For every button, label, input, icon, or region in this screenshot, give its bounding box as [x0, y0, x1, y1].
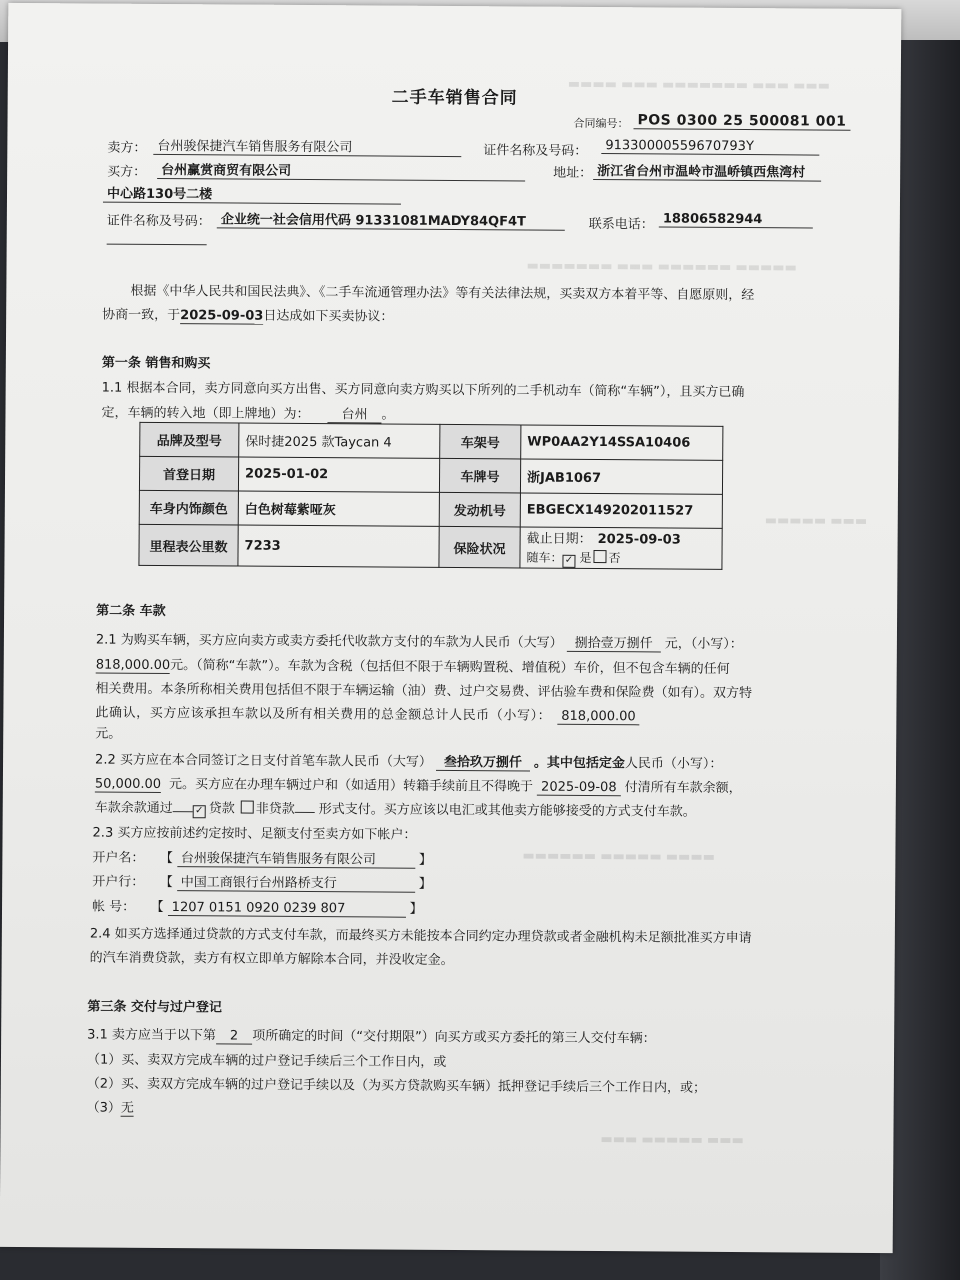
bracket-open: 【: [157, 899, 164, 916]
p22-text-d: 元。买方应在办理车辆过户和（如适用）转籍手续前且不得晚于: [169, 777, 534, 795]
buyer-name: 台州赢赏商贸有限公司: [157, 159, 525, 182]
vehicle-info-table: [138, 422, 723, 570]
article3-item3: [87, 1096, 134, 1116]
item3-value: 无: [121, 1097, 134, 1117]
article1-text-a: 定，车辆的转入地（即上牌地）为：: [101, 405, 310, 423]
blank-underline: [173, 799, 193, 812]
plate-label: 车牌号: [439, 458, 520, 493]
insurance-deadline: 2025-09-03: [597, 532, 681, 548]
amount-chinese: 捌拾壹万捌仟: [567, 632, 661, 653]
color-label: 车身内饰颜色: [139, 490, 238, 525]
engine-value: EBGECX149202011527: [520, 493, 722, 528]
bank-label: 开户行：: [92, 874, 145, 890]
account-name-label: 开户名：: [92, 850, 145, 866]
non-loan-checkbox[interactable]: [241, 801, 254, 814]
brand-label: 品牌及型号: [140, 422, 239, 457]
buyer-id-number: 企业统一社会信用代码 91331081MADY84QF4T: [217, 208, 565, 230]
engine-label: 发动机号: [439, 492, 520, 527]
article1-title: 第一条 销售和购买: [101, 355, 211, 372]
down-payment-chinese: 叁拾玖万捌仟: [436, 751, 530, 772]
buyer-id-label: 证件名称及号码：: [106, 213, 211, 230]
p31-text-b: 项所确定的时间（“交付期限”）向买方或买方委托的第三人交付车辆：: [252, 1028, 656, 1047]
seller-name: 台州骏保捷汽车销售服务有限公司: [153, 135, 461, 157]
article3-item2: （2）买、卖双方完成车辆的过户登记手续以及（为买方贷款购买车辆）抵押登记手续后三个工作日内，或；: [86, 1076, 707, 1096]
loan-label: 贷款: [208, 801, 235, 817]
blank-underline: [107, 232, 207, 246]
buyer-phone-label: 联系电话：: [588, 216, 654, 233]
first-registration-value: 2025-01-02: [238, 457, 439, 492]
insurance-cell: [520, 527, 722, 569]
plate-value: 浙JAB1067: [520, 459, 722, 494]
p21-text-a: 2.1 为购买车辆，买方应向卖方或卖方委托代收款方支付的车款为人民币（大写）: [95, 632, 563, 651]
amount-numeric: 818,000.00: [95, 657, 171, 674]
p22-text-f: 车款余款通过: [94, 800, 173, 817]
bracket-close: 】: [418, 876, 432, 892]
bank-line: [92, 871, 432, 893]
preamble-text-b: 日达成如下买卖协议：: [263, 308, 394, 325]
p21-text-b: 元，（小写）：: [664, 636, 743, 653]
brand-value: 保时捷2025 款Taycan 4: [239, 423, 440, 458]
contract-title: 二手车销售合同: [391, 87, 518, 109]
final-payment-date: 2025-09-08: [537, 780, 621, 797]
bleed-through-text: ▬▬▬▬▬▬ ▬▬▬▬▬ ▬▬▬▬: [522, 848, 715, 865]
article1-p1-line1: 1.1 根据本合同，卖方同意向买方出售、买方同意向卖方购买以下所列的二手机动车（简称“车辆”），且买方已确: [101, 380, 745, 401]
no-checkbox[interactable]: [593, 550, 606, 563]
table-row: [139, 456, 722, 494]
article2-p21-line1: [96, 629, 743, 654]
article2-p22-line3: [95, 797, 696, 822]
article2-p24-line1: 2.4 如买方选择通过贷款的方式支付车款，而最终买方未能按本合同约定办理贷款或者金融机构未足额批准买方申请: [89, 926, 752, 947]
seller-id-number: 91330000559670793Y: [601, 138, 819, 156]
insurance-follow-line: [526, 549, 715, 569]
article2-p21-line3: 相关费用。本条所称相关费用包括但不限于车辆运输（油）费、过户交易费、评估验车费和保险费（如有）。双方特: [95, 681, 753, 702]
loan-checkbox[interactable]: ✓: [193, 805, 206, 818]
article2-p24-line2: 的汽车消费贷款，卖方有权立即单方解除本合同，并没收定金。: [89, 950, 454, 969]
p22-text-e: 付清所有车款余额，: [624, 780, 742, 797]
account-number: 1207 0151 0920 0239 807: [168, 900, 406, 918]
account-number-label: 帐 号：: [91, 899, 136, 915]
vin-label: 车架号: [440, 424, 521, 459]
bracket-open: 【: [166, 875, 173, 891]
buyer-address-label: 地址：: [553, 165, 593, 181]
seller-id-label: 证件名称及号码：: [483, 143, 588, 159]
yes-label: 是: [579, 550, 592, 565]
account-name-line: [92, 847, 432, 869]
first-registration-label: 首登日期: [139, 456, 238, 491]
article2-p22-line1: [95, 749, 722, 773]
insurance-label: 保险状况: [439, 526, 520, 568]
account-name: 台州骏保捷汽车销售服务有限公司: [177, 847, 415, 869]
article1-p1-line2: [101, 402, 394, 424]
mileage-value: 7233: [238, 525, 439, 567]
table-row: [139, 524, 722, 569]
contract-page: [0, 3, 901, 1253]
item3-prefix: （3）: [86, 1100, 121, 1116]
buyer-address-line2: 中心路130号二楼: [103, 183, 401, 205]
article3-item1: （1）买、卖双方完成车辆的过户登记手续后三个工作日内，或: [86, 1052, 447, 1070]
table-row: [139, 490, 722, 528]
vin-value: WP0AA2Y14SSA10406: [521, 425, 723, 460]
total-amount: 818,000.00: [557, 709, 640, 726]
article2-p22-line2: [95, 773, 742, 798]
account-number-line: [92, 896, 423, 918]
deposit-amount: 50,000.00: [94, 776, 162, 792]
bracket-close: 】: [418, 852, 432, 868]
yes-checkbox[interactable]: ✓: [562, 555, 575, 568]
p31-text-a: 3.1 卖方应当于以下第: [87, 1027, 217, 1044]
agreement-date: 2025-09-03: [180, 308, 264, 324]
article3-p31: [87, 1023, 656, 1047]
contract-number: POS 0300 25 500081 001: [633, 112, 850, 131]
bracket-close: 】: [409, 901, 423, 917]
insurance-deadline-label: 截止日期：: [526, 531, 592, 547]
p21-text-c: 元。（简称“车款”）。车款为含税（包括但不限于车辆购置税、增值税）车价，但不包含车辆的任何: [170, 658, 730, 677]
registration-place: 台州: [327, 403, 381, 423]
article2-p21-line5: 元。: [95, 726, 122, 742]
p22-text-a: 2.2 买方应在本合同签订之日支付首笔车款人民币（大写）: [95, 752, 432, 770]
article2-title: 第二条 车款: [96, 603, 166, 620]
contract-number-label: 合同编号：: [573, 116, 629, 131]
p21-text-e: 此确认，买方应该承担车款以及所有相关费用的总金额总计人民币（小写）：: [95, 705, 552, 724]
article2-p21-line4: [95, 702, 639, 726]
buyer-address-line1: 浙江省台州市温岭市温峤镇西焦湾村: [593, 160, 821, 182]
buyer-label: 买方：: [107, 164, 147, 180]
article2-p21-line2: [96, 654, 730, 678]
mileage-label: 里程表公里数: [139, 524, 238, 566]
bleed-through-text: ▬▬▬▬ ▬▬▬ ▬▬▬▬▬▬▬ ▬▬▬ ▬▬▬: [567, 76, 831, 94]
delivery-option: 2: [216, 1028, 252, 1044]
insurance-deadline-line: [527, 528, 716, 548]
p22-text-g: 形式支付。买方应该以电汇或其他卖方能够接受的方式支付车款。: [318, 802, 696, 820]
seller-label: 卖方：: [107, 140, 147, 156]
preamble-text-a: 协商一致，于: [102, 307, 181, 324]
blank-underline: [295, 800, 315, 813]
p22-text-b: 。其中包括定金: [533, 755, 625, 772]
color-value: 白色树莓紫哑灰: [238, 491, 439, 526]
preamble-line2: [102, 304, 393, 326]
bleed-through-text: ▬▬▬▬▬ ▬▬▬: [764, 513, 868, 529]
bracket-open: 【: [166, 851, 173, 867]
article2-p23: 2.3 买方应按前述约定按时、足额支付至卖方如下帐户：: [92, 825, 417, 843]
p22-text-c: 人民币（小写）：: [624, 756, 723, 772]
bleed-through-text: ▬▬▬ ▬▬▬▬▬ ▬▬▬: [600, 1132, 744, 1149]
bank-name: 中国工商银行台州路桥支行: [177, 871, 415, 893]
insurance-follow-label: 随车：: [526, 550, 563, 565]
buyer-phone: 18806582944: [659, 211, 813, 228]
article3-title: 第三条 交付与过户登记: [87, 999, 222, 1016]
bleed-through-text: ▬▬▬▬▬▬▬ ▬▬▬ ▬▬▬▬▬▬ ▬▬▬▬▬: [526, 258, 797, 276]
non-loan-label: 非贷款: [255, 801, 295, 817]
no-label: 否: [608, 551, 621, 566]
preamble-line1: 根据《中华人民共和国民法典》、《二手车流通管理办法》等有关法律法规，买卖双方本着平等、自愿原则，经: [130, 283, 755, 304]
table-row: [140, 422, 723, 460]
article1-text-b: 。: [381, 407, 395, 423]
